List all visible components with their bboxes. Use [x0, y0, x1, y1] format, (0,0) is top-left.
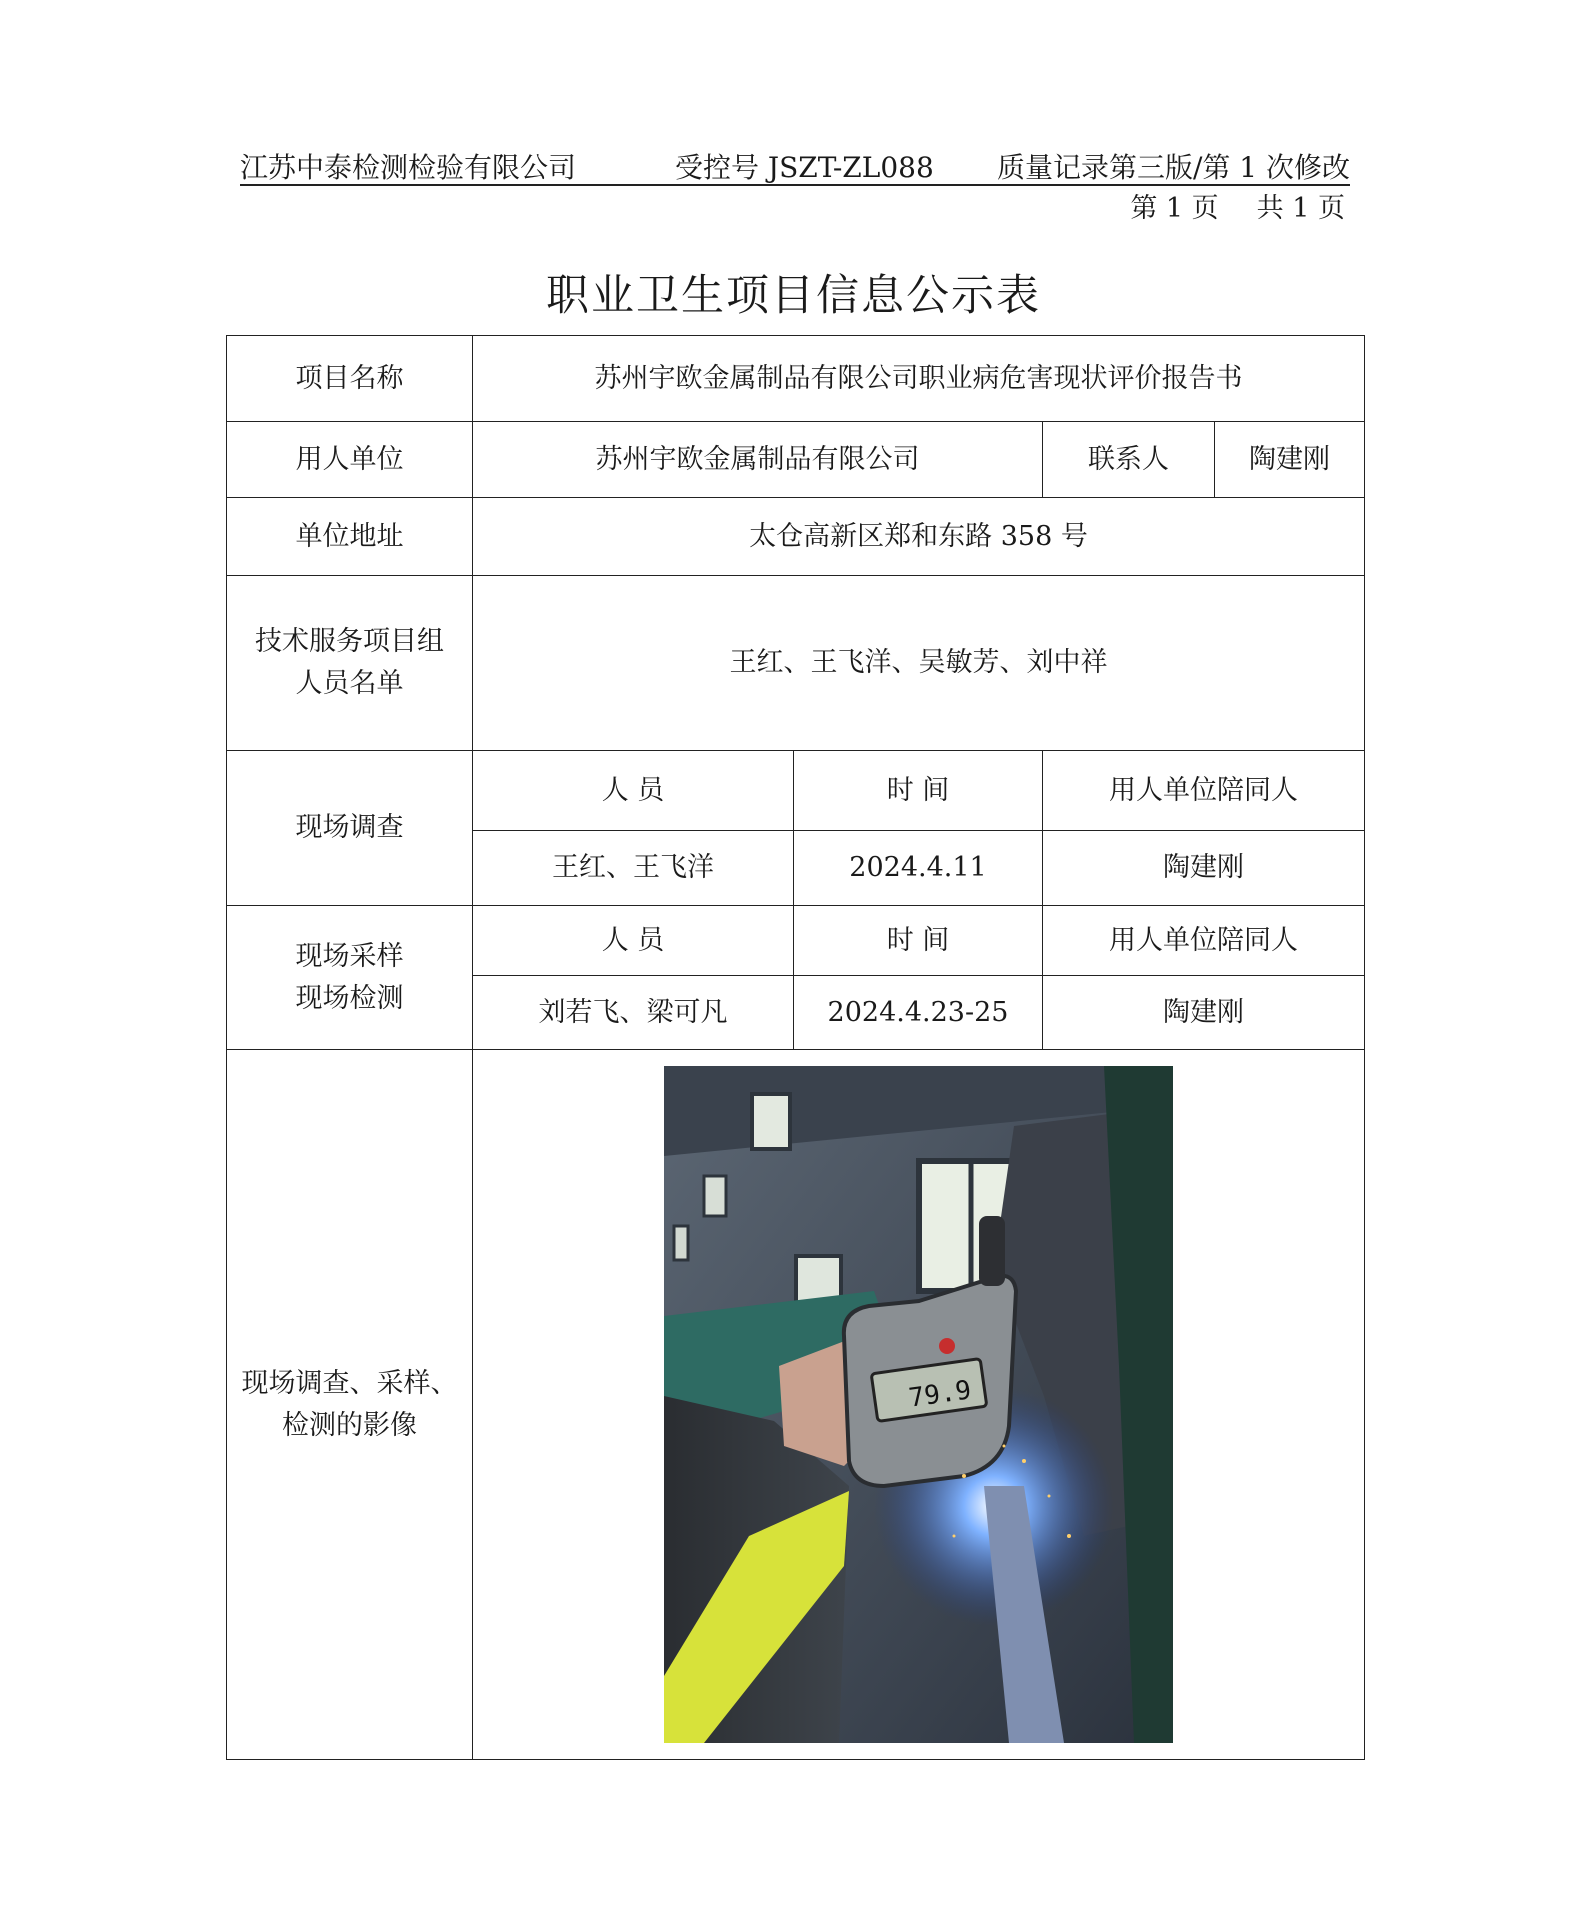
edition-info: 质量记录第三版/第 1 次修改	[996, 151, 1350, 184]
employer-value: 苏州宇欧金属制品有限公司	[473, 422, 1043, 498]
info-table	[226, 335, 1365, 1760]
meter-microphone	[979, 1216, 1005, 1286]
images-label-line1: 现场调查、采样、	[241, 1367, 458, 1399]
photo-window-5	[674, 1226, 688, 1260]
images-label	[227, 1050, 473, 1760]
address-label: 单位地址	[227, 498, 473, 576]
sampling-person: 刘若飞、梁可凡	[473, 976, 794, 1050]
spark	[1067, 1534, 1071, 1538]
row-project-name	[227, 336, 1365, 422]
team-label-line1: 技术服务项目组	[255, 626, 444, 657]
spark	[1022, 1459, 1026, 1463]
survey-time: 2024.4.11	[794, 831, 1043, 906]
photo-window-2	[752, 1094, 790, 1149]
spark	[962, 1474, 966, 1478]
survey-escort: 陶建刚	[1043, 831, 1365, 906]
address-value: 太仓高新区郑和东路 358 号	[473, 498, 1365, 576]
team-members-value: 王红、王飞洋、吴敏芳、刘中祥	[473, 576, 1365, 751]
images-cell	[473, 1050, 1365, 1760]
control-number: 受控号 JSZT-ZL088	[675, 151, 934, 184]
sampling-label-line2: 现场检测	[295, 982, 404, 1014]
row-employer	[227, 422, 1365, 498]
contact-value: 陶建刚	[1215, 422, 1365, 498]
employer-label: 用人单位	[227, 422, 473, 498]
sampling-time: 2024.4.23-25	[794, 976, 1043, 1050]
survey-label: 现场调查	[227, 751, 473, 906]
company-name: 江苏中泰检测检验有限公司	[240, 151, 577, 184]
meter-button	[939, 1338, 955, 1354]
survey-col-time: 时 间	[794, 751, 1043, 831]
row-sampling-header	[227, 906, 1365, 976]
row-images	[227, 1050, 1365, 1760]
survey-col-person: 人 员	[473, 751, 794, 831]
spark	[1048, 1495, 1051, 1498]
project-name-label: 项目名称	[227, 336, 473, 422]
team-label	[227, 576, 473, 751]
images-label-line2: 检测的影像	[282, 1409, 417, 1441]
page-total: 共 1 页	[1256, 193, 1345, 224]
page-title: 职业卫生项目信息公示表	[546, 271, 1041, 321]
sampling-col-time: 时 间	[794, 906, 1043, 976]
row-survey-header	[227, 751, 1365, 831]
sampling-col-escort: 用人单位陪同人	[1043, 906, 1365, 976]
survey-person: 王红、王飞洋	[473, 831, 794, 906]
contact-label: 联系人	[1043, 422, 1215, 498]
site-photo	[664, 1066, 1173, 1743]
sampling-label-line1: 现场采样	[295, 940, 404, 972]
meter-reading: 79.9	[906, 1375, 974, 1414]
sampling-escort: 陶建刚	[1043, 976, 1365, 1050]
project-name-value: 苏州宇欧金属制品有限公司职业病危害现状评价报告书	[473, 336, 1365, 422]
photo-window-4	[704, 1176, 726, 1216]
sampling-label	[227, 906, 473, 1050]
spark	[1003, 1445, 1006, 1448]
row-team	[227, 576, 1365, 751]
survey-col-escort: 用人单位陪同人	[1043, 751, 1365, 831]
team-label-line2: 人员名单	[295, 668, 404, 699]
page-current: 第 1 页	[1130, 193, 1219, 224]
sampling-col-person: 人 员	[473, 906, 794, 976]
row-address	[227, 498, 1365, 576]
document-header	[240, 140, 1350, 186]
page-info	[1130, 186, 1345, 225]
spark	[953, 1535, 956, 1538]
